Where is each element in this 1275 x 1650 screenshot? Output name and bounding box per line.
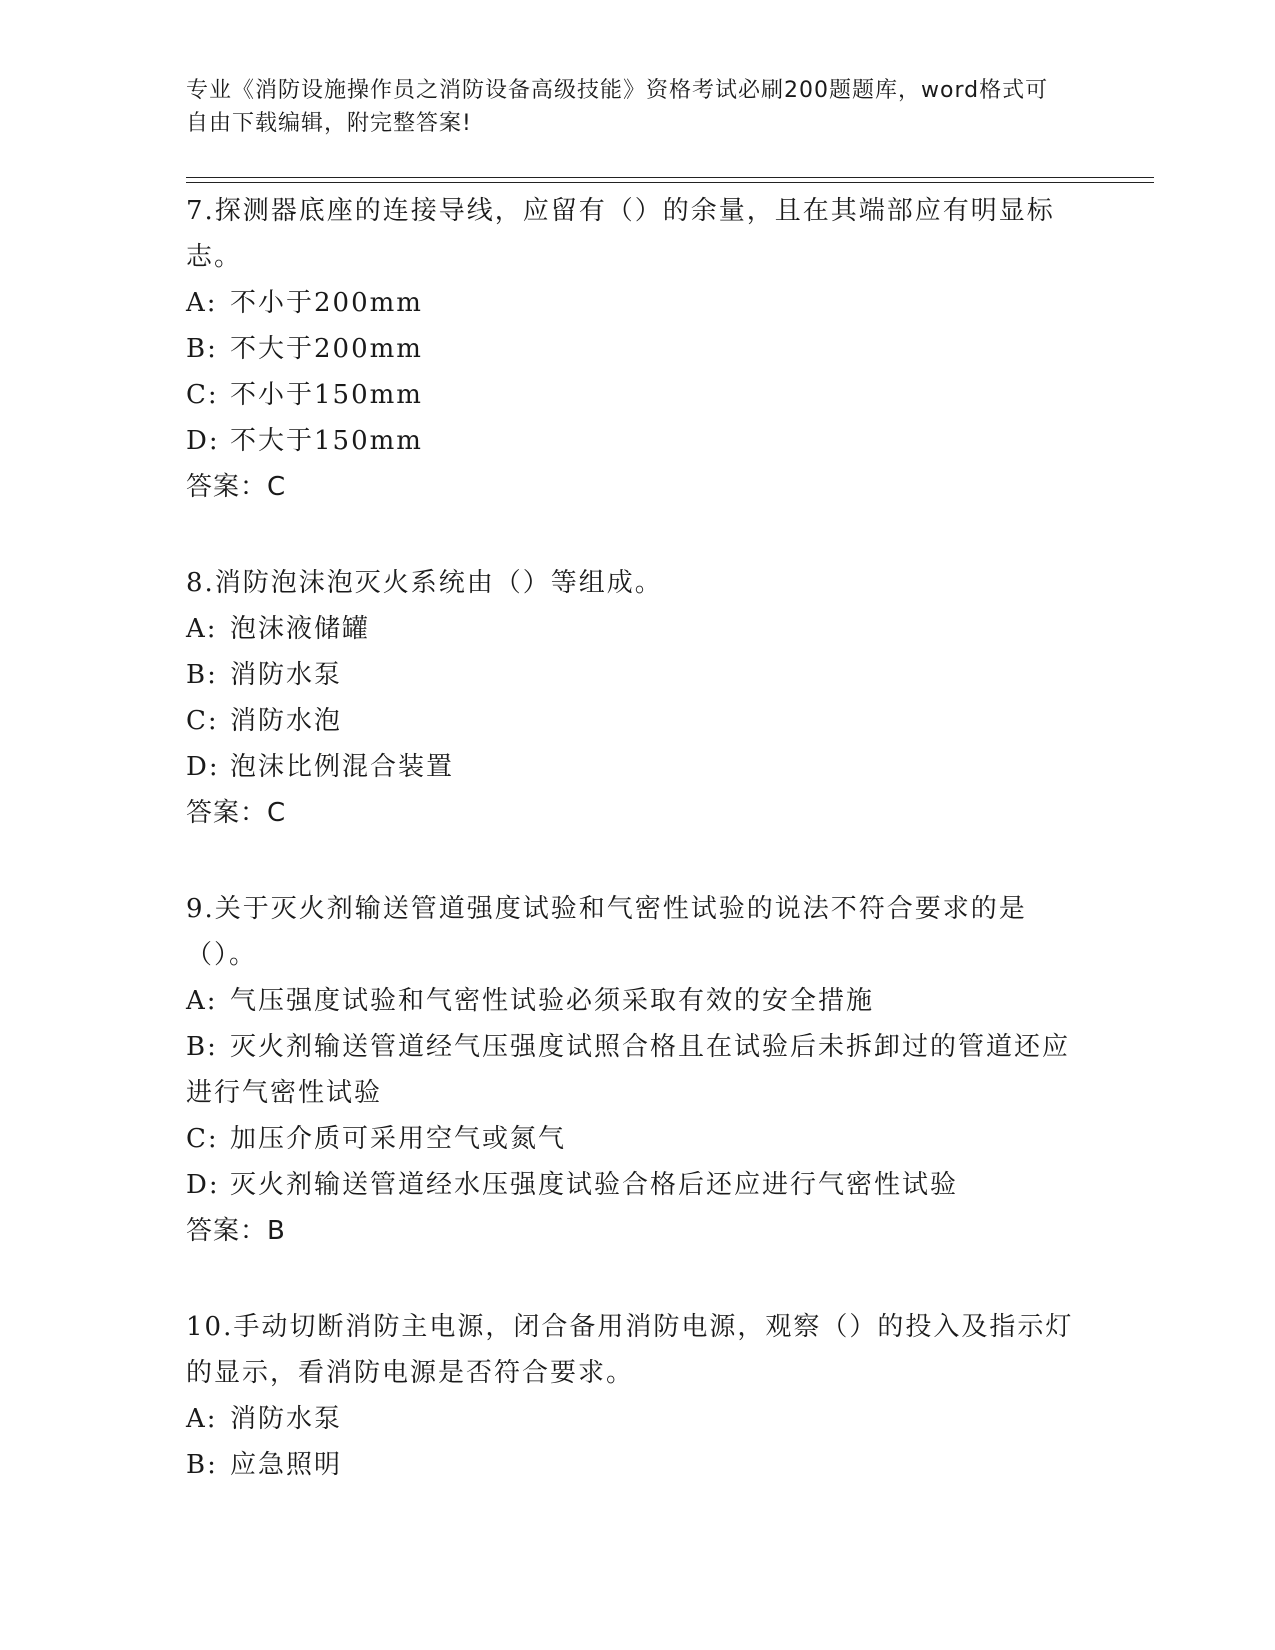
answer-option	[186, 652, 1076, 698]
option-letter: C:	[186, 1124, 219, 1154]
answer-option	[186, 326, 1076, 372]
question-block	[186, 1304, 1076, 1488]
header-title: 专业《消防设施操作员之消防设备高级技能》资格考试必刷200题题库，word格式可自由下载编辑，附完整答案!	[186, 78, 1049, 136]
option-letter: B:	[186, 1450, 218, 1480]
option-letter: B:	[186, 334, 218, 364]
question-stem: 9.关于灭火剂输送管道强度试验和气密性试验的说法不符合要求的是（）。	[186, 894, 1027, 970]
option-text: 不大于150mm	[230, 426, 423, 456]
answer-option	[186, 1116, 1076, 1162]
question-stem: 10.手动切断消防主电源，闭合备用消防电源，观察（）的投入及指示灯的显示，看消防电源是否符合要求。	[186, 1312, 1074, 1388]
option-text: 不小于150mm	[230, 380, 423, 410]
question-block	[186, 886, 1076, 1254]
option-text: 灭火剂输送管道经气压强度试照合格且在试验后未拆卸过的管道还应进行气密性试验	[186, 1032, 1071, 1108]
option-text: 泡沫液储罐	[230, 614, 371, 644]
question-stem: 8.消防泡沫泡灭火系统由（）等组成。	[186, 568, 663, 598]
option-text: 应急照明	[230, 1450, 343, 1480]
answer-key: 答案：C	[186, 472, 287, 502]
option-text: 不大于200mm	[230, 334, 423, 364]
answer-key: 答案：C	[186, 798, 287, 828]
answer-option	[186, 1162, 1076, 1208]
option-letter: C:	[186, 380, 219, 410]
option-text: 灭火剂输送管道经水压强度试验合格后还应进行气密性试验	[230, 1170, 959, 1200]
option-text: 泡沫比例混合装置	[230, 752, 455, 782]
option-text: 消防水泡	[230, 706, 343, 736]
header-divider-top	[186, 177, 1154, 178]
question-block	[186, 188, 1076, 510]
answer-option	[186, 1024, 1076, 1116]
option-letter: C:	[186, 706, 219, 736]
document-header	[186, 74, 1066, 140]
option-letter: A:	[186, 986, 218, 1016]
option-text: 加压介质可采用空气或氮气	[230, 1124, 567, 1154]
answer-option	[186, 418, 1076, 464]
answer-option	[186, 744, 1076, 790]
option-letter: D:	[186, 1170, 220, 1200]
question-list	[186, 188, 1076, 1538]
option-letter: D:	[186, 752, 220, 782]
question-stem: 7.探测器底座的连接导线，应留有（）的余量，且在其端部应有明显标志。	[186, 196, 1055, 272]
header-divider-bottom	[186, 182, 1154, 183]
option-letter: A:	[186, 614, 218, 644]
option-letter: A:	[186, 288, 218, 318]
question-block	[186, 560, 1076, 836]
answer-option	[186, 606, 1076, 652]
answer-option	[186, 372, 1076, 418]
answer-option	[186, 698, 1076, 744]
answer-option	[186, 1396, 1076, 1442]
option-text: 消防水泵	[230, 1404, 343, 1434]
option-letter: B:	[186, 1032, 218, 1062]
answer-option	[186, 978, 1076, 1024]
option-letter: D:	[186, 426, 220, 456]
option-text: 不小于200mm	[230, 288, 423, 318]
answer-option	[186, 280, 1076, 326]
option-text: 消防水泵	[230, 660, 343, 690]
option-letter: B:	[186, 660, 218, 690]
option-letter: A:	[186, 1404, 218, 1434]
answer-option	[186, 1442, 1076, 1488]
answer-key: 答案：B	[186, 1216, 286, 1246]
option-text: 气压强度试验和气密性试验必须采取有效的安全措施	[230, 986, 875, 1016]
